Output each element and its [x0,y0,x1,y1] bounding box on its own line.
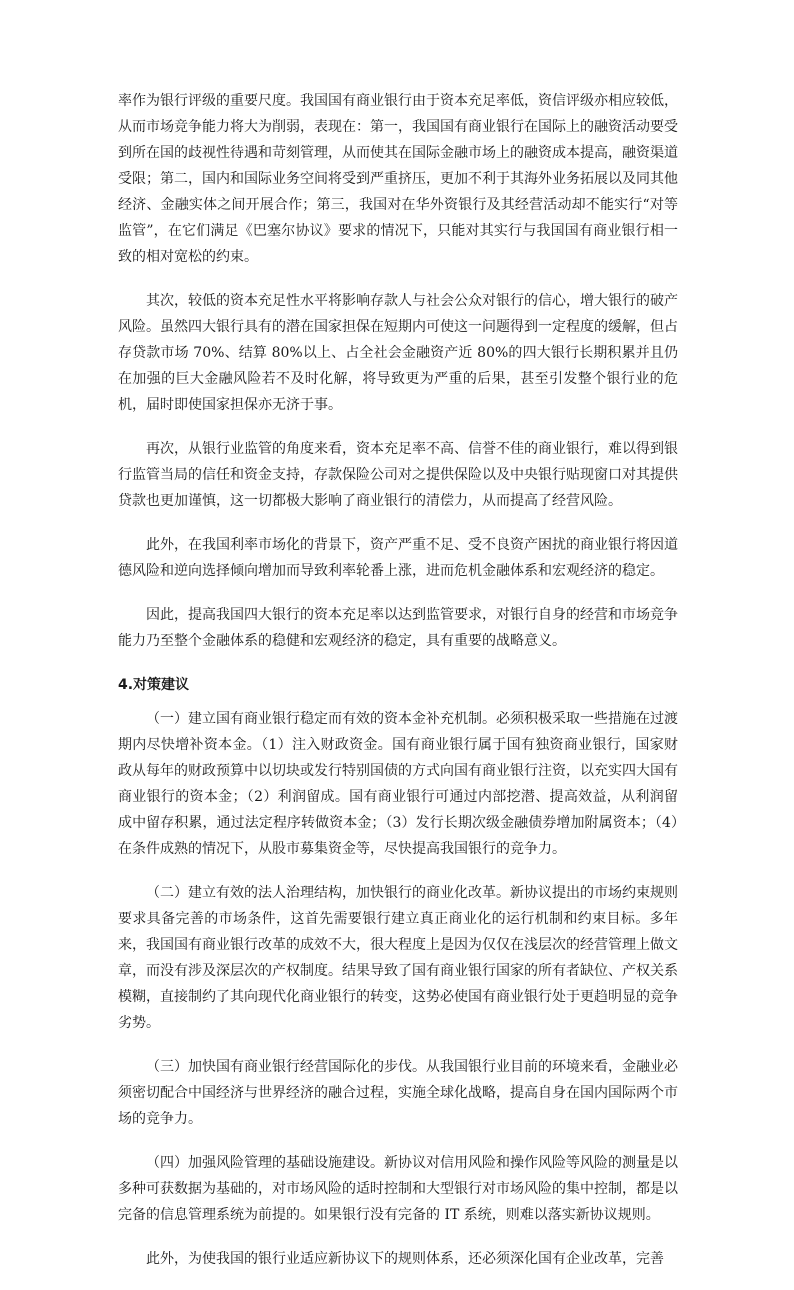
paragraph-recommendation-4: （四）加强风险管理的基础设施建设。新协议对信用风险和操作风险等风险的测量是以多种可获数据为基础的，对市场风险的适时控制和大型银行对市场风险的集中控制，都是以完备的信息管理系统为前提的。如果银行没有完备的 IT 系统，则难以落实新协议规则。 [118,1155,678,1223]
paragraph-supervision: 再次，从银行业监管的角度来看，资本充足率不高、信誉不佳的商业银行，难以得到银行监管当局的信任和资金支持，存款保险公司对之提供保险以及中央银行贴现窗口对其提供贷款也更加谨慎，这一切都极大影响了商业银行的清偿力，从而提高了经营风险。 [118,441,678,509]
paragraph-recommendation-1: （一）建立国有商业银行稳定而有效的资本金补充机制。必须积极采取一些措施在过渡期内尽快增补资本金。（1）注入财政资金。国有商业银行属于国有独资商业银行，国家财政从每年的财政预算中以切块或发行特别国债的方式向国有商业银行注资，以充实四大国有商业银行的资本金；（2）利润留成。国有商业银行可通过内部挖潜、提高效益，从利润留成中留存积累，通过法定程序转做资本金；（3）发行长期次级金融债券增加附属资本；（4）在条件成熟的情况下，从股市募集资金等，尽快提高我国银行的竞争力。 [118,711,678,857]
paragraph-bankruptcy-risk: 其次，较低的资本充足性水平将影响存款人与社会公众对银行的信心，增大银行的破产风险。虽然四大银行具有的潜在国家担保在短期内可使这一问题得到一定程度的缓解，但占存贷款市场 70%、结算 80%以上、占全社会金融资产近 80%的四大银行长期积累并且仍在加强的巨大金融风险若不及时化解，将导致更为严重的后果，甚至引发整个银行业的危机，届时即使国家担保亦无济于事。 [118,293,678,413]
section-heading: 4.对策建议 [118,677,190,693]
paragraph-recommendation-2: （二）建立有效的法人治理结构，加快银行的商业化改革。新协议提出的市场约束规则要求具备完善的市场条件，这首先需要银行建立真正商业化的运行机制和约束目标。多年来，我国国有商业银行改革的成效不大，很大程度上是因为仅仅在浅层次的经营管理上做文章，而没有涉及深层次的产权制度。结果导致了国有商业银行国家的所有者缺位、产权关系模糊，直接制约了其向现代化商业银行的转变，这势必使国有商业银行处于更趋明显的竞争劣势。 [118,885,678,1031]
paragraph-conclusion: 因此，提高我国四大银行的资本充足率以达到监管要求，对银行自身的经营和市场竞争能力乃至整个金融体系的稳健和宏观经济的稳定，具有重要的战略意义。 [118,607,678,649]
document-page [118,88,678,1290]
paragraph-recommendation-3: （三）加快国有商业银行经营国际化的步伐。从我国银行业目前的环境来看，金融业必须密切配合中国经济与世界经济的融合过程，实施全球化战略，提高自身在国内国际两个市场的竞争力。 [118,1059,678,1127]
paragraph-capital-rating: 率作为银行评级的重要尺度。我国国有商业银行由于资本充足率低，资信评级亦相应较低，从而市场竞争能力将大为削弱，表现在：第一，我国国有商业银行在国际上的融资活动要受到所在国的歧视性待遇和苛刻管理，从而使其在国际金融市场上的融资成本提高，融资渠道受限；第二，国内和国际业务空间将受到严重挤压，更加不利于其海外业务拓展以及同其他经济、金融实体之间开展合作；第三，我国对在华外资银行及其经营活动却不能实行“对等监管”，在它们满足《巴塞尔协议》要求的情况下，只能对其实行与我国国有商业银行相一致的相对宽松的约束。 [118,93,678,265]
paragraph-interest-rate: 此外，在我国利率市场化的背景下，资产严重不足、受不良资产困扰的商业银行将因道德风险和逆向选择倾向增加而导致利率轮番上涨，进而危机金融体系和宏观经济的稳定。 [118,537,678,579]
paragraph-additional: 此外，为使我国的银行业适应新协议下的规则体系，还必须深化国有企业改革，完善 [146,1251,664,1267]
